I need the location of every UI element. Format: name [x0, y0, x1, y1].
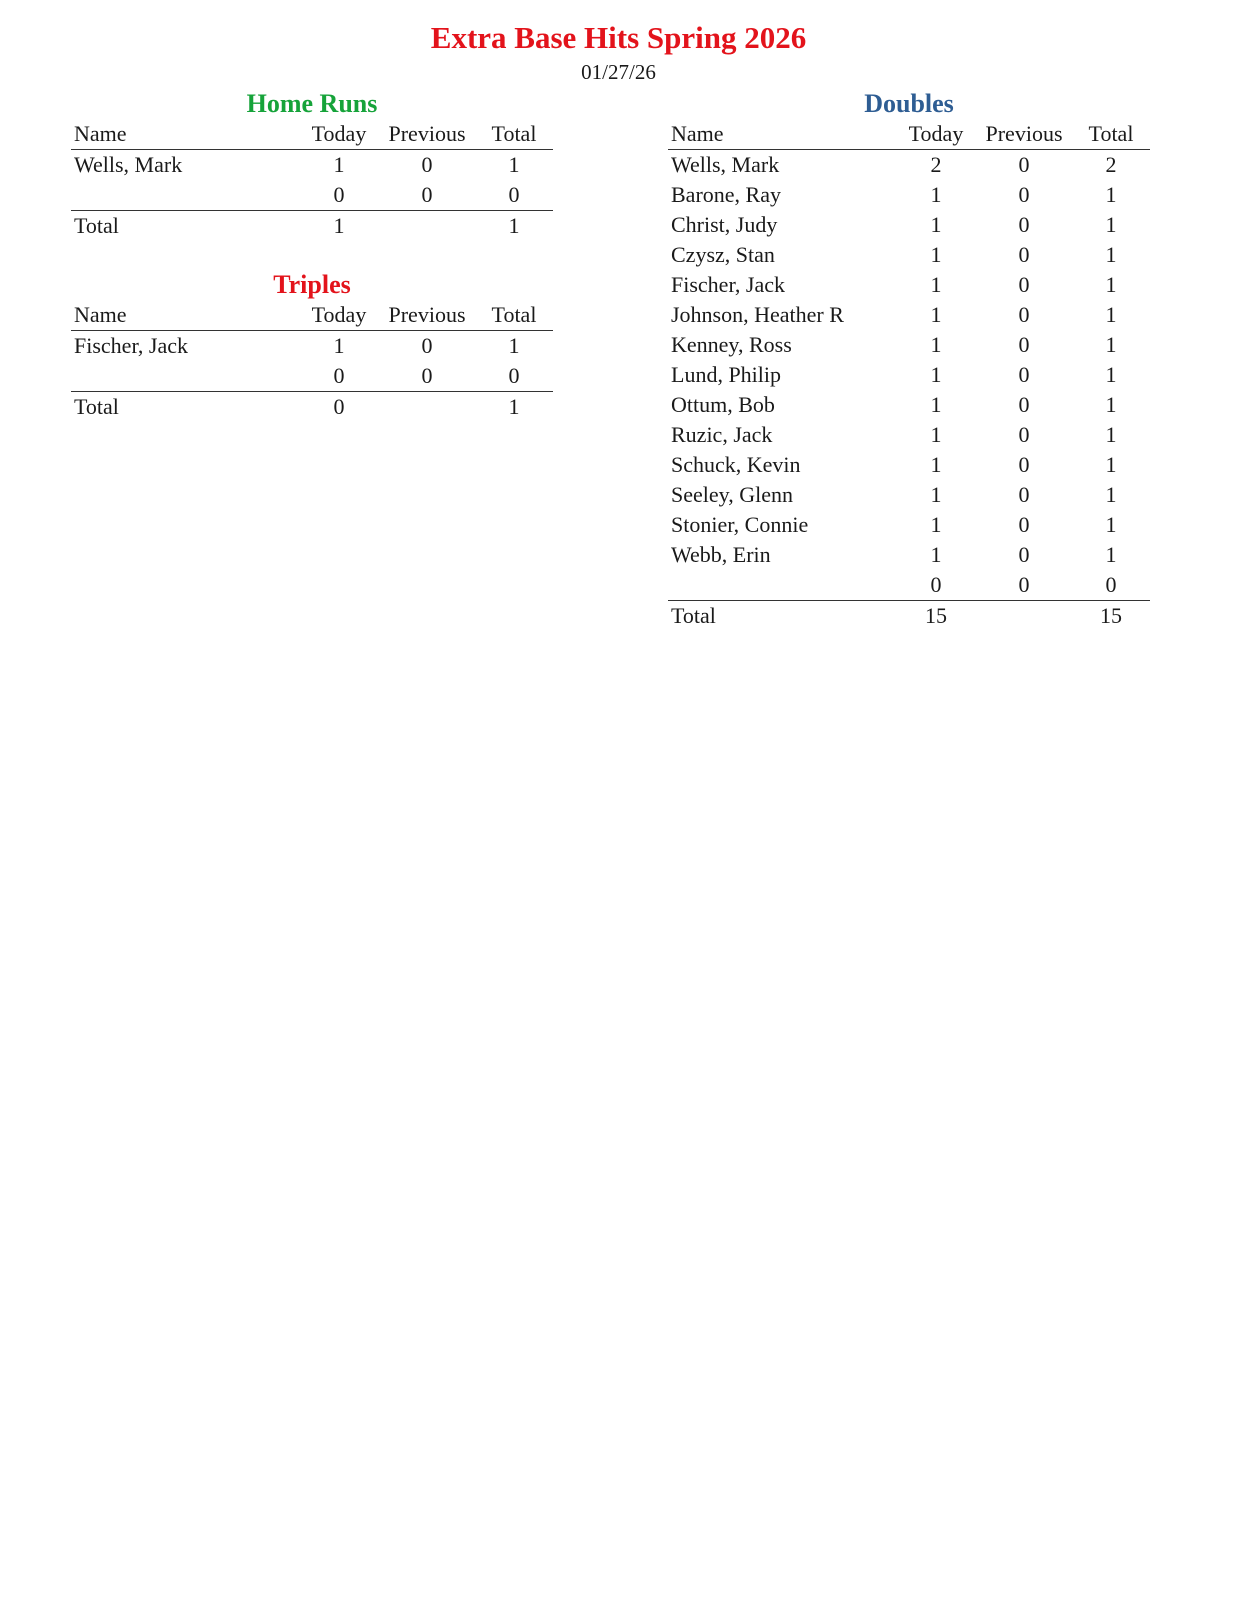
- previous-value: 0: [1018, 212, 1030, 237]
- today-value: 1: [333, 333, 345, 358]
- previous-value: 0: [1018, 452, 1030, 477]
- previous-value: 0: [1018, 572, 1030, 597]
- table-row: [668, 240, 1150, 270]
- total-value: 1: [1105, 362, 1117, 387]
- player-name: Kenney, Ross: [671, 332, 792, 357]
- table-row: [668, 150, 1150, 181]
- home-runs-section: [71, 89, 553, 241]
- today-value: 1: [930, 332, 942, 357]
- header-name: Name: [71, 119, 299, 150]
- report-title: Extra Base Hits Spring 2026: [430, 20, 807, 55]
- player-name: Ottum, Bob: [671, 392, 775, 417]
- header-name: Name: [71, 300, 299, 331]
- previous-value: 0: [1018, 272, 1030, 297]
- previous-value: 0: [421, 363, 433, 388]
- table-row: [668, 360, 1150, 390]
- previous-value: 0: [1018, 392, 1030, 417]
- today-value: 1: [930, 242, 942, 267]
- previous-value: 0: [1018, 302, 1030, 327]
- total-previous: [379, 211, 475, 242]
- previous-value: 0: [1018, 332, 1030, 357]
- total-value: 0: [508, 363, 520, 388]
- player-name: Fischer, Jack: [671, 272, 785, 297]
- previous-value: 0: [1018, 362, 1030, 387]
- table-row: [71, 361, 553, 392]
- total-value: 1: [1105, 452, 1117, 477]
- player-name: Fischer, Jack: [74, 333, 188, 358]
- table-row: [668, 330, 1150, 360]
- triples-title: Triples: [273, 270, 351, 299]
- total-label: Total: [668, 601, 896, 632]
- table-row: [668, 540, 1150, 570]
- today-value: 1: [930, 212, 942, 237]
- total-value: 2: [1105, 152, 1117, 177]
- table-row: [668, 510, 1150, 540]
- table-row: [668, 420, 1150, 450]
- total-value: 1: [1105, 512, 1117, 537]
- total-row: [71, 392, 553, 423]
- previous-value: 0: [1018, 482, 1030, 507]
- header-total: Total: [1072, 119, 1150, 150]
- player-name: Webb, Erin: [671, 542, 771, 567]
- home-runs-table: [71, 119, 553, 241]
- total-today: 15: [896, 601, 976, 632]
- total-value: 1: [1105, 242, 1117, 267]
- header-today: Today: [299, 119, 379, 150]
- player-name: Wells, Mark: [671, 152, 780, 177]
- total-value: 1: [1105, 392, 1117, 417]
- table-row: [71, 180, 553, 211]
- header-name: Name: [668, 119, 896, 150]
- total-value: 0: [508, 182, 520, 207]
- doubles-section: [668, 89, 1150, 631]
- header-previous: Previous: [379, 300, 475, 331]
- player-name: Barone, Ray: [671, 182, 781, 207]
- total-value: 1: [1105, 542, 1117, 567]
- today-value: 0: [333, 182, 345, 207]
- header-row: [71, 119, 553, 150]
- today-value: 0: [930, 572, 942, 597]
- player-name: Seeley, Glenn: [671, 482, 793, 507]
- previous-value: 0: [421, 182, 433, 207]
- previous-value: 0: [421, 152, 433, 177]
- total-label: Total: [71, 211, 299, 242]
- today-value: 1: [930, 422, 942, 447]
- table-row: [71, 331, 553, 362]
- header-total: Total: [475, 300, 553, 331]
- doubles-table: [668, 119, 1150, 631]
- total-label: Total: [71, 392, 299, 423]
- total-value: 1: [508, 152, 520, 177]
- player-name: [71, 180, 299, 211]
- today-value: 0: [333, 363, 345, 388]
- total-previous: [976, 601, 1072, 632]
- doubles-body: [668, 150, 1150, 632]
- total-today: 0: [299, 392, 379, 423]
- total-total: 15: [1072, 601, 1150, 632]
- previous-value: 0: [1018, 512, 1030, 537]
- total-value: 1: [1105, 482, 1117, 507]
- total-value: 1: [1105, 422, 1117, 447]
- previous-value: 0: [1018, 242, 1030, 267]
- total-value: 1: [1105, 272, 1117, 297]
- today-value: 1: [930, 542, 942, 567]
- header-previous: Previous: [976, 119, 1072, 150]
- header-previous: Previous: [379, 119, 475, 150]
- table-row: [668, 570, 1150, 601]
- today-value: 1: [930, 362, 942, 387]
- player-name: Johnson, Heather R: [671, 302, 844, 327]
- today-value: 1: [930, 452, 942, 477]
- total-value: 1: [508, 333, 520, 358]
- player-name: Wells, Mark: [74, 152, 183, 177]
- total-today: 1: [299, 211, 379, 242]
- today-value: 1: [333, 152, 345, 177]
- home-runs-title: Home Runs: [246, 89, 378, 118]
- table-row: [668, 180, 1150, 210]
- triples-section: [71, 270, 553, 422]
- player-name: Christ, Judy: [671, 212, 778, 237]
- table-row: [71, 150, 553, 181]
- total-value: 1: [1105, 302, 1117, 327]
- total-row: [71, 211, 553, 242]
- previous-value: 0: [1018, 182, 1030, 207]
- header-row: [71, 300, 553, 331]
- today-value: 1: [930, 482, 942, 507]
- doubles-title: Doubles: [864, 89, 954, 118]
- total-row: [668, 601, 1150, 632]
- previous-value: 0: [421, 333, 433, 358]
- previous-value: 0: [1018, 152, 1030, 177]
- player-name: Stonier, Connie: [671, 512, 809, 537]
- today-value: 1: [930, 272, 942, 297]
- player-name: Lund, Philip: [671, 362, 782, 387]
- today-value: 1: [930, 512, 942, 537]
- player-name: [668, 570, 896, 601]
- header-total: Total: [475, 119, 553, 150]
- table-row: [668, 450, 1150, 480]
- previous-value: 0: [1018, 422, 1030, 447]
- header-row: [668, 119, 1150, 150]
- total-previous: [379, 392, 475, 423]
- table-row: [668, 270, 1150, 300]
- previous-value: 0: [1018, 542, 1030, 567]
- today-value: 2: [930, 152, 942, 177]
- total-value: 0: [1105, 572, 1117, 597]
- player-name: Schuck, Kevin: [671, 452, 801, 477]
- table-row: [668, 210, 1150, 240]
- player-name: [71, 361, 299, 392]
- report-date: 01/27/26: [581, 60, 656, 84]
- total-total: 1: [475, 211, 553, 242]
- header-today: Today: [299, 300, 379, 331]
- today-value: 1: [930, 392, 942, 417]
- total-value: 1: [1105, 182, 1117, 207]
- today-value: 1: [930, 182, 942, 207]
- table-row: [668, 300, 1150, 330]
- total-value: 1: [1105, 212, 1117, 237]
- player-name: Ruzic, Jack: [671, 422, 773, 447]
- player-name: Czysz, Stan: [671, 242, 775, 267]
- today-value: 1: [930, 302, 942, 327]
- table-row: [668, 480, 1150, 510]
- triples-table: [71, 300, 553, 422]
- total-total: 1: [475, 392, 553, 423]
- table-row: [668, 390, 1150, 420]
- total-value: 1: [1105, 332, 1117, 357]
- header-today: Today: [896, 119, 976, 150]
